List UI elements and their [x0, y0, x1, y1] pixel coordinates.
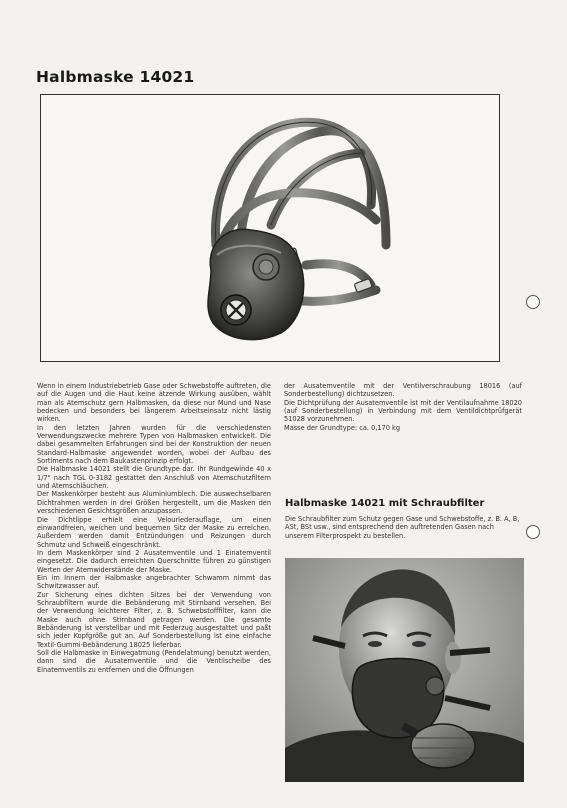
paragraph: In den letzten Jahren wurden für die verschiedensten Verwendungszwecke mehrere Typen von Halbmasken entwickelt. Die dabei gesammelten Erfahrungen sind bei der Konstruktion der neuen Standard-Halbmaske angewendet worden, wobei der Aufbau des Sortiments nach dem Baukastenprinzip erfolgt. [37, 423, 271, 466]
paragraph: der Ausatemventile mit der Ventilverschraubung 18016 (auf Sonderbestellung) dichtzusetzen. [284, 382, 522, 399]
paragraph: Soll die Halbmaske in Einwegatmung (Pendelatmung) benutzt werden, dann sind die Ausatemventile und die Ventilscheibe des Einatemventils zu entfernen und die Öffnungen [37, 649, 271, 674]
paragraph: Zur Sicherung eines dichten Sitzes bei der Verwendung von Schraubfiltern wurde die Bebänderung mit Stirnband versehen. Bei der Verwendung leichterer Filter, z. B. Schwebstofffilter, kann die Maske auch ohne Stirnband getragen werden. Die gesamte Bebänderung ist verstellbar und mit Federzug ausgestattet und paßt sich jeder Kopfgröße gut an. Auf Sonderbestellung ist eine einfache Textil-Gummi-Bebänderung 18025 lieferbar. [37, 590, 271, 649]
paragraph: Wenn in einem Industriebetrieb Gase oder Schwebstoffe auftreten, die auf die Augen und die Haut keine ätzende Wirkung ausüben, wählt man als Atemschutz gern Halbmasken, da diese nur Mund und Nase bedecken und besonders bei längerem Arbeitseinsatz nicht lästig wirken. [37, 382, 271, 424]
punch-hole-icon [526, 525, 540, 539]
paragraph: Die Dichtprüfung der Ausatemventile ist mit der Ventilaufnahme 18020 (auf Sonderbestellung) in Verbindung mit dem Ventildichtprüfgerät 51028 vorzunehmen. [284, 398, 522, 424]
punch-hole-icon [526, 295, 540, 309]
worker-portrait-illustration [285, 558, 524, 782]
body-text-right [284, 382, 522, 432]
body-text-left [37, 382, 271, 674]
mass-spec: Masse der Grundtype: ca. 0,170 kg [284, 423, 401, 432]
paragraph: In dem Maskenkörper sind 2 Ausatemventile und 1 Einatemventil eingesetzt. Die dadurch erreichten Querschnitte führen zu günstigen Werten der Atemwiderstände der Maske. [37, 548, 271, 574]
worker-with-mask-photo [285, 558, 524, 782]
paragraph: Die Halbmaske 14021 stellt die Grundtype dar. Ihr Rundgewinde 40 x 1/7" nach TGL 0-3182 gestattet den Anschluß von Atemschutzfiltern und Atemschläuchen. [37, 465, 271, 491]
half-mask-illustration [41, 95, 499, 361]
section-text [285, 515, 523, 540]
paragraph: Der Maskenkörper besteht aus Aluminiumblech. Die auswechselbaren Dichtrahmen werden in drei Größen hergestellt, um die Masken den verschiedenen Gesichtsgrößen anzupassen. [37, 490, 271, 516]
paragraph: Die Dichtlippe erhielt eine Velourlederauflage, um einen einwandfreien, weichen und bequemen Sitz der Maske zu erreichen. Außerdem werden damit Entzündungen und Reizungen durch Schmutz und Schweiß eingeschränkt. [37, 515, 271, 549]
mask-photo [40, 94, 500, 362]
paragraph: Die Schraubfilter zum Schutz gegen Gase und Schwebstoffe, z. B. A, B, ASt, BSt usw., sind entsprechend den auftretenden Gasen nach unserem Filterprospekt zu bestellen. [285, 515, 520, 540]
section-heading: Halbmaske 14021 mit Schraubfilter [285, 498, 485, 509]
page-title: Halbmaske 14021 [36, 68, 195, 86]
paragraph: Ein im Innern der Halbmaske angebrachter Schwamm nimmt das Schwitzwasser auf. [37, 573, 271, 591]
